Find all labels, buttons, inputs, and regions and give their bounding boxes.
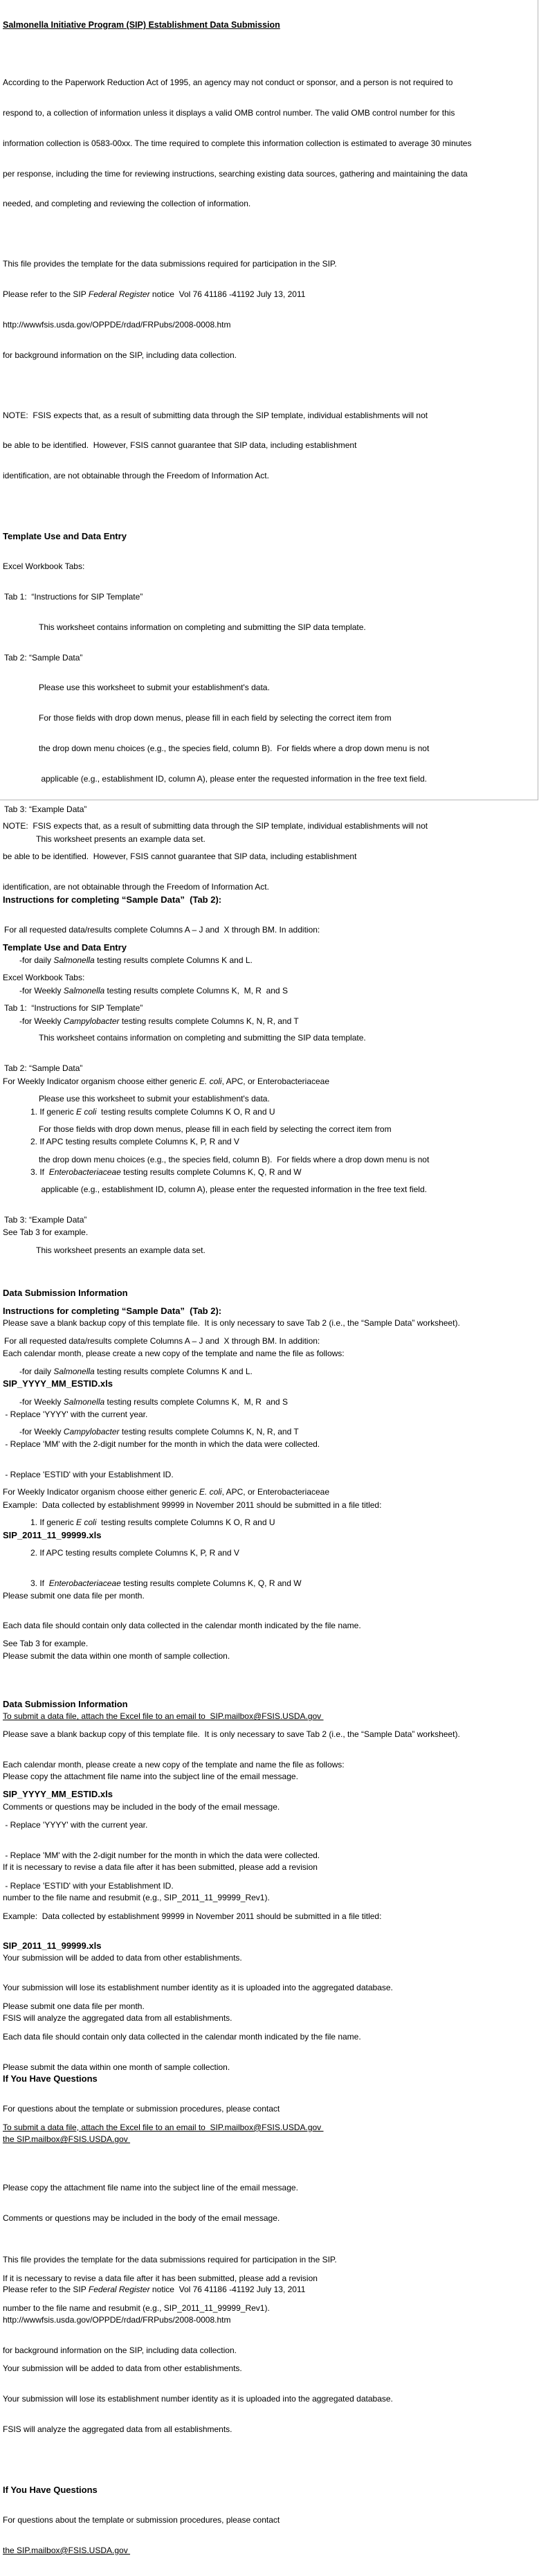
copy-line: Please copy the attachment file name into the subject line of the email message. (3, 1772, 298, 1782)
tab3-label: Tab 3: “Example Data” (4, 804, 87, 814)
pra-line: needed, and completing and reviewing the collection of information. (3, 199, 251, 209)
replace-line: - Replace 'ESTID' with your Establishment ID. (3, 1470, 174, 1480)
revise-line: If it is necessary to revise a data file after it has been submitted, please add a revision (3, 1862, 318, 1872)
background-url[interactable]: http://wwwfsis.usda.gov/OPPDE/rdad/FRPubs/2008-0008.htm (3, 319, 231, 330)
intro-line: This file provides the template for the data submissions required for participation in the SIP. (3, 2254, 337, 2264)
see-tab-note: See Tab 3 for example. (3, 1638, 89, 1648)
intro-line: This file provides the template for the data submissions required for participation in the SIP. (3, 259, 337, 269)
tab2-desc: the drop down menu choices (e.g., the species field, column B). For fields where a drop down menu is not (39, 743, 430, 753)
replace-line: - Replace 'MM' with the 2-digit number for the month in which the data were collected. (3, 1850, 320, 1860)
instructions-heading: Instructions for completing “Sample Data” (Tab 2): (3, 1305, 222, 1316)
tab2-label: Tab 2: “Sample Data” (4, 1063, 83, 1074)
submit-line: Please submit the data within one month of sample collection. (3, 1651, 230, 1661)
indicator-option: 1. If generic E coli testing results complete Columns K O, R and U (30, 1517, 275, 1528)
added-line: FSIS will analyze the aggregated data from all establishments. (3, 2424, 232, 2434)
template-heading: Template Use and Data Entry (3, 942, 127, 953)
revise-line: If it is necessary to revise a data file after it has been submitted, please add a revision (3, 2273, 318, 2283)
template-heading: Template Use and Data Entry (3, 531, 127, 542)
added-line: Your submission will lose its establishment number identity as it is uploaded into the aggregated database. (3, 1983, 393, 1993)
instructions-all: For all requested data/results complete Columns A – J and X through BM. In addition: (4, 1336, 320, 1346)
instructions-weekly-campy: -for Weekly Campylobacter testing results complete Columns K, N, R, and T (19, 1016, 299, 1026)
indicator-line: For Weekly Indicator organism choose either generic E. coli, APC, or Enterobacteriaceae (3, 1487, 330, 1497)
intro-line: for background information on the SIP, including data collection. (3, 2345, 237, 2355)
tab1-desc: This worksheet contains information on completing and submitting the SIP data template. (39, 622, 366, 632)
tabs-label: Excel Workbook Tabs: (3, 972, 85, 982)
added-line: FSIS will analyze the aggregated data from all establishments. (3, 2013, 232, 2024)
note-line: NOTE: FSIS expects that, as a result of submitting data through the SIP template, individual establishments will not (3, 821, 428, 831)
pra-line: According to the Paperwork Reduction Act of 1995, an agency may not conduct or sponsor, and a person is not required to (3, 78, 453, 88)
tab1-label: Tab 1: “Instructions for SIP Template” (4, 1002, 143, 1013)
submission-line: Please save a blank backup copy of this template file. It is only necessary to save Tab 2 (i.e., the “Sample Data” worksheet). (3, 1729, 460, 1739)
note-line: identification, are not obtainable through the Freedom of Information Act. (3, 881, 269, 892)
tab2-desc: For those fields with drop down menus, please fill in each field by selecting the correct item from (39, 713, 392, 723)
instructions-weekly-salmonella: -for Weekly Salmonella testing results complete Columns K, M, R and S (19, 986, 288, 996)
pra-line: per response, including the time for reviewing instructions, searching existing data sources, gathering and maintaining the data (3, 168, 468, 179)
instructions-daily: -for daily Salmonella testing results complete Columns K and L. (19, 955, 253, 966)
example-line: Example: Data collected by establishment 99999 in November 2011 should be submitted in a file titled: (3, 1499, 382, 1510)
questions-heading: If You Have Questions (3, 2073, 98, 2084)
instructions-weekly-campy: -for Weekly Campylobacter testing results complete Columns K, N, R, and T (19, 1427, 299, 1437)
note-line: NOTE: FSIS expects that, as a result of submitting data through the SIP template, individual establishments will not (3, 410, 428, 420)
email-instruction-link[interactable]: To submit a data file, attach the Excel file to an email to SIP.mailbox@FSIS.USDA.gov (3, 1711, 324, 1722)
contact-link[interactable]: the SIP.mailbox@FSIS.USDA.gov (3, 2545, 131, 2555)
tab2-desc: applicable (e.g., establishment ID, column A), please enter the requested information in the free text field. (39, 1185, 427, 1195)
submit-line: Each data file should contain only data collected in the calendar month indicated by the file name. (3, 2032, 361, 2042)
note-line: identification, are not obtainable through the Freedom of Information Act. (3, 471, 269, 481)
tab3-desc: This worksheet presents an example data set. (36, 1245, 205, 1255)
replace-line: - Replace 'YYYY' with the current year. (3, 1409, 148, 1419)
added-line: Your submission will be added to data from other establishments. (3, 1952, 242, 1963)
pra-line: information collection is 0583-00xx. The time required to complete this information collection is estimated to average 30 minutes (3, 138, 472, 148)
submit-line: Please submit one data file per month. (3, 1590, 145, 1601)
intro-line: for background information on the SIP, including data collection. (3, 350, 237, 360)
tab3-desc: This worksheet presents an example data set. (36, 834, 205, 845)
see-tab-note: See Tab 3 for example. (3, 1227, 89, 1238)
added-line: Your submission will be added to data from other establishments. (3, 2363, 242, 2374)
note-line: be able to be identified. However, FSIS cannot guarantee that SIP data, including establishment (3, 851, 357, 861)
tab3-label: Tab 3: “Example Data” (4, 1215, 87, 1225)
contact-link[interactable]: the SIP.mailbox@FSIS.USDA.gov (3, 2134, 131, 2145)
revise-line: number to the file name and resubmit (e.g., SIP_2011_11_99999_Rev1). (3, 1892, 270, 1902)
replace-line: - Replace 'YYYY' with the current year. (3, 1820, 148, 1830)
email-instruction-link[interactable]: To submit a data file, attach the Excel file to an email to SIP.mailbox@FSIS.USDA.gov (3, 2122, 324, 2132)
tab2-desc: For those fields with drop down menus, please fill in each field by selecting the correct item from (39, 1124, 392, 1134)
background-url[interactable]: http://wwwfsis.usda.gov/OPPDE/rdad/FRPubs/2008-0008.htm (3, 2315, 231, 2325)
tab1-label: Tab 1: “Instructions for SIP Template” (4, 592, 143, 602)
submission-line: Each calendar month, please create a new copy of the template and name the file as follows: (3, 1759, 345, 1769)
tab2-desc: applicable (e.g., establishment ID, column A), please enter the requested information in the free text field. (39, 773, 427, 784)
replace-line: - Replace 'ESTID' with your Establishment ID. (3, 1880, 174, 1891)
indicator-option: 3. If Enterobacteriaceae testing results complete Columns K, Q, R and W (30, 1578, 302, 1588)
instructions-heading: Instructions for completing “Sample Data” (Tab 2): (3, 894, 222, 906)
submission-line: Each calendar month, please create a new copy of the template and name the file as follows: (3, 1349, 345, 1359)
filename-pattern: SIP_YYYY_MM_ESTID.xls (3, 1378, 113, 1389)
copy-line: Comments or questions may be included in the body of the email message. (3, 1801, 280, 1812)
indicator-option: 2. If APC testing results complete Columns K, P, R and V (30, 1547, 239, 1558)
intro-line: Please refer to the SIP Federal Register notice Vol 76 41186 -41192 July 13, 2011 (3, 2285, 306, 2295)
overflow-body (3, 801, 537, 2576)
example-line: Example: Data collected by establishment 99999 in November 2011 should be submitted in a file titled: (3, 1911, 382, 1921)
submission-heading: Data Submission Information (3, 1288, 128, 1299)
instructions-daily: -for daily Salmonella testing results complete Columns K and L. (19, 1366, 253, 1376)
questions-heading: If You Have Questions (3, 2484, 98, 2495)
submit-line: Please submit the data within one month of sample collection. (3, 2062, 230, 2072)
replace-line: - Replace 'MM' with the 2-digit number for the month in which the data were collected. (3, 1439, 320, 1450)
submit-line: Each data file should contain only data collected in the calendar month indicated by the file name. (3, 1621, 361, 1631)
questions-line: For questions about the template or submission procedures, please contact (3, 2104, 280, 2114)
indicator-option: 3. If Enterobacteriaceae testing results complete Columns K, Q, R and W (30, 1167, 302, 1178)
submit-line: Please submit one data file per month. (3, 2001, 145, 2012)
submission-heading: Data Submission Information (3, 1698, 128, 1709)
example-filename: SIP_2011_11_99999.xls (3, 1940, 102, 1952)
tabs-label: Excel Workbook Tabs: (3, 561, 85, 572)
submission-line: Please save a blank backup copy of this template file. It is only necessary to save Tab 2 (i.e., the “Sample Data” worksheet). (3, 1318, 460, 1328)
revise-line: number to the file name and resubmit (e.g., SIP_2011_11_99999_Rev1). (3, 2303, 270, 2314)
document-title: Salmonella Initiative Program (SIP) Establishment Data Submission (3, 20, 280, 30)
tab2-desc: Please use this worksheet to submit your establishment's data. (39, 1094, 270, 1104)
note-line: be able to be identified. However, FSIS cannot guarantee that SIP data, including establishment (3, 440, 357, 451)
tab2-desc: the drop down menu choices (e.g., the species field, column B). For fields where a drop down menu is not (39, 1154, 430, 1164)
copy-line: Please copy the attachment file name into the subject line of the email message. (3, 2182, 298, 2192)
indicator-line: For Weekly Indicator organism choose either generic E. coli, APC, or Enterobacteriaceae (3, 1076, 330, 1086)
indicator-option: 2. If APC testing results complete Columns K, P, R and V (30, 1137, 239, 1147)
tab1-desc: This worksheet contains information on completing and submitting the SIP data template. (39, 1033, 366, 1043)
questions-line: For questions about the template or submission procedures, please contact (3, 2515, 280, 2525)
tab2-label: Tab 2: “Sample Data” (4, 652, 83, 663)
copy-line: Comments or questions may be included in the body of the email message. (3, 2213, 280, 2223)
added-line: Your submission will lose its establishment number identity as it is uploaded into the aggregated database. (3, 2394, 393, 2404)
instructions-weekly-salmonella: -for Weekly Salmonella testing results complete Columns K, M, R and S (19, 1396, 288, 1407)
example-filename: SIP_2011_11_99999.xls (3, 1529, 102, 1540)
instructions-all: For all requested data/results complete Columns A – J and X through BM. In addition: (4, 925, 320, 935)
pra-line: respond to, a collection of information unless it displays a valid OMB control number. The valid OMB control number for this (3, 107, 455, 118)
tab2-desc: Please use this worksheet to submit your establishment's data. (39, 683, 270, 693)
intro-line: Please refer to the SIP Federal Register notice Vol 76 41186 -41192 July 13, 2011 (3, 289, 306, 300)
filename-pattern: SIP_YYYY_MM_ESTID.xls (3, 1789, 113, 1800)
indicator-option: 1. If generic E coli testing results complete Columns K O, R and U (30, 1106, 275, 1117)
